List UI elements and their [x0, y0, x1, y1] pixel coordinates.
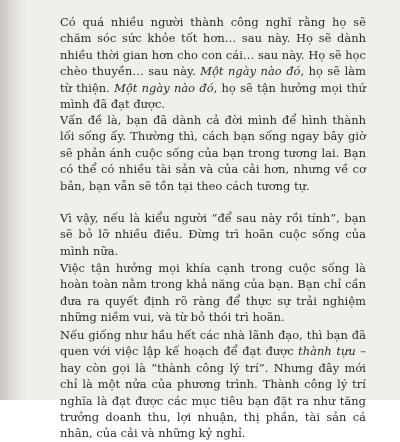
page-gutter-shadow [0, 0, 28, 400]
paragraph-5 [60, 327, 366, 442]
paragraph-4 [60, 260, 366, 326]
body-text: , họ sẽ làm từ thiện. [60, 64, 366, 95]
page-text-block [60, 0, 370, 441]
body-text: – hay còn gọi là “thành công lý trí”. Nhưng đây mới chỉ là một nửa của phương trình. Thành công lý trí nghĩa là đạt được các mục tiêu bạn đặt ra như tăng trưởng doanh thu, lợi nhuận, thị phần, tài sản cá nhân, của cải và những kỷ nghỉ. [60, 344, 366, 441]
emphasis-text: thành tựu [298, 344, 356, 359]
body-text: Nếu giống như hầu hết các nhà lãnh đạo, thì bạn đã quen với việc lập kế hoạch để đạt được [60, 328, 366, 359]
emphasis-text: Một ngày nào đó [114, 80, 214, 95]
body-text: Có quá nhiều người thành công nghĩ rằng họ sẽ chăm sóc sức khỏe tốt hơn… sau này. Họ sẽ dành nhiều thời gian hơn cho con cái… sau này. Họ sẽ học chèo thuyền… sau này. [60, 15, 366, 79]
body-text: Việc tận hưởng mọi khía cạnh trong cuộc sống là hoàn toàn nằm trong khả năng của bạn. Bạn chỉ cần đưa ra quyết định rõ ràng để thực sự trải nghiệm những niềm vui, và từ bỏ thói trì hoãn. [60, 261, 366, 325]
paragraph-1 [60, 14, 366, 112]
emphasis-text: Một ngày nào đó [200, 64, 301, 79]
body-text: , họ sẽ tận hưởng mọi thứ mình đã đạt được. [60, 80, 366, 112]
paragraph-2 [60, 112, 366, 194]
body-text: Vấn đề là, bạn đã dành cả đời mình để hình thành lối sống ấy. Thường thì, cách bạn sống ngay bây giờ sẽ phản ánh cuộc sống của bạn trong tương lai. Bạn có thể có nhiều tài sản và của cải hơn, nhưng về cơ bản, bạn vẫn sẽ tồn tại theo cách tương tự. [60, 113, 366, 193]
paragraph-3 [60, 210, 366, 259]
body-text: Vì vậy, nếu là kiểu người “để sau này rồi tính”, bạn sẽ bỏ lỡ nhiều điều. Đừng trì hoãn cuộc sống của mình nữa. [60, 211, 366, 258]
